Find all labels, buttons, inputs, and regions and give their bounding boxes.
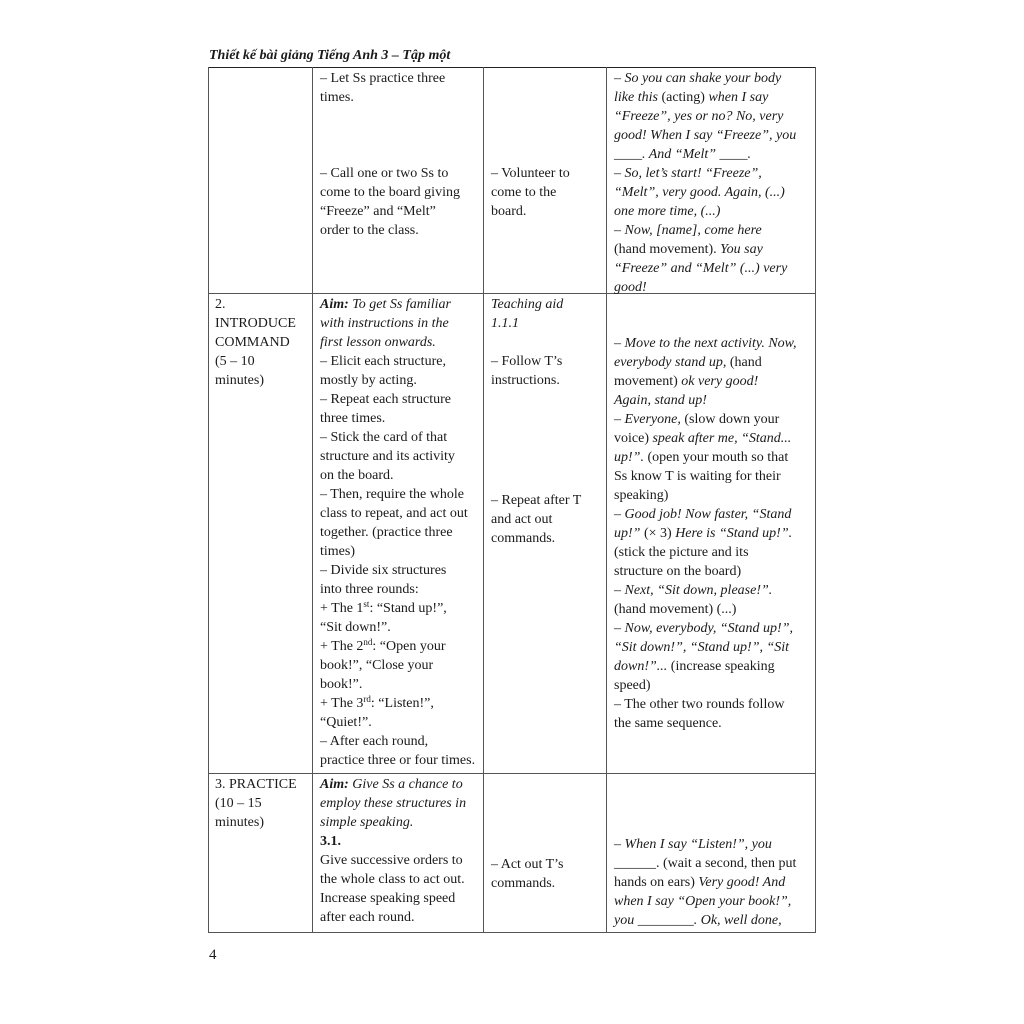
row1-procedure-cell bbox=[320, 295, 480, 770]
text-line: COMMAND bbox=[215, 335, 290, 350]
text-line: – So you can shake your body bbox=[614, 71, 782, 86]
text-line: come to the board giving bbox=[320, 185, 460, 200]
aim-label: Aim: bbox=[320, 297, 349, 312]
row1-students-cell-repeat bbox=[491, 491, 601, 548]
text-span: speak after me, “Stand... bbox=[652, 431, 792, 446]
blank-line bbox=[320, 126, 480, 145]
text-span: movement) bbox=[614, 374, 682, 389]
text-line: (hand movement) (...) bbox=[614, 602, 737, 617]
text-line: three times. bbox=[320, 411, 386, 426]
row2-students-cell bbox=[491, 855, 601, 893]
text-span: Very good! And bbox=[698, 875, 786, 890]
text-span: : “Listen!”, bbox=[370, 696, 434, 711]
text-span: You say bbox=[720, 242, 763, 257]
text-line: employ these structures in bbox=[320, 796, 467, 811]
text-line: on the board. bbox=[320, 468, 394, 483]
blank-line bbox=[491, 333, 601, 352]
text-line: together. (practice three bbox=[320, 525, 453, 540]
text-line: – Volunteer to bbox=[491, 166, 570, 181]
text-span: (hand movement). bbox=[614, 242, 721, 257]
text-line: practice three or four times. bbox=[320, 753, 476, 768]
text-line: (stick the picture and its bbox=[614, 545, 749, 560]
page-number: 4 bbox=[209, 947, 217, 963]
aim-label: Aim: bbox=[320, 777, 349, 792]
text-line: Give successive orders to bbox=[320, 853, 463, 868]
running-header: Thiết kế bài giảng Tiếng Anh 3 – Tập một bbox=[209, 48, 451, 63]
text-span: – Everyone, bbox=[614, 412, 681, 427]
text-line: minutes) bbox=[215, 815, 264, 830]
section-number: 3.1. bbox=[320, 834, 341, 849]
text-line: – Good job! Now faster, “Stand bbox=[614, 507, 792, 522]
row2-teacher-talk-cell bbox=[614, 835, 811, 930]
text-line: – Now, [name], come here bbox=[614, 223, 762, 238]
text-line: (5 – 10 bbox=[215, 354, 255, 369]
text-line: – Now, everybody, “Stand up!”, bbox=[614, 621, 794, 636]
text-span: Here is “Stand up!”. bbox=[675, 526, 793, 541]
text-span: voice) bbox=[614, 431, 653, 446]
text-line: Teaching aid bbox=[491, 297, 564, 312]
text-line: – Then, require the whole bbox=[320, 487, 464, 502]
text-line: “Freeze”, yes or no? No, very bbox=[614, 109, 784, 124]
row2-procedure-cell bbox=[320, 775, 480, 927]
text-span: ok very good! bbox=[681, 374, 759, 389]
row-divider-2 bbox=[208, 773, 816, 774]
blank-line bbox=[320, 107, 480, 126]
text-span: when I say bbox=[708, 90, 769, 105]
text-line: ____. And “Melt” ____. bbox=[614, 147, 752, 162]
blank-line bbox=[320, 145, 480, 164]
text-line: “Sit down!”, “Stand up!”, “Sit bbox=[614, 640, 790, 655]
text-line: with instructions in the bbox=[320, 316, 449, 331]
text-line: – Act out T’s bbox=[491, 857, 564, 872]
text-span: : “Stand up!”, bbox=[369, 601, 447, 616]
text-span: like this bbox=[614, 90, 658, 105]
text-line: – Next, “Sit down, please!”. bbox=[614, 583, 773, 598]
text-span: (hand bbox=[726, 355, 762, 370]
text-line: after each round. bbox=[320, 910, 415, 925]
text-line: into three rounds: bbox=[320, 582, 419, 597]
header-rule bbox=[208, 67, 816, 68]
text-span: (acting) bbox=[657, 90, 709, 105]
text-line: one more time, (...) bbox=[614, 204, 721, 219]
text-line: 1.1.1 bbox=[491, 316, 519, 331]
ordinal-suffix: nd bbox=[363, 637, 373, 647]
text-line: Increase speaking speed bbox=[320, 891, 456, 906]
text-line: speed) bbox=[614, 678, 651, 693]
text-line: structure and its activity bbox=[320, 449, 455, 464]
text-line: ______. (wait a second, then put bbox=[614, 856, 797, 871]
text-span: To get Ss familiar bbox=[348, 297, 451, 312]
row2-stage-cell bbox=[215, 775, 307, 832]
text-span: + The 3 bbox=[320, 696, 364, 711]
text-line: “Melt”, very good. Again, (...) bbox=[614, 185, 785, 200]
text-line: mostly by acting. bbox=[320, 373, 417, 388]
table-border-bottom bbox=[208, 932, 816, 933]
text-line: first lesson onwards. bbox=[320, 335, 436, 350]
text-line: order to the class. bbox=[320, 223, 419, 238]
text-span: down!”... bbox=[614, 659, 668, 674]
text-span: up!”. bbox=[614, 450, 644, 465]
text-span: (× 3) bbox=[640, 526, 676, 541]
text-line: minutes) bbox=[215, 373, 264, 388]
text-line: times) bbox=[320, 544, 355, 559]
text-line: (10 – 15 bbox=[215, 796, 262, 811]
text-span: hands on ears) bbox=[614, 875, 699, 890]
text-span: + The 2 bbox=[320, 639, 364, 654]
text-line: “Quiet!”. bbox=[320, 715, 372, 730]
ordinal-suffix: rd bbox=[363, 694, 371, 704]
text-line: good! When I say “Freeze”, you bbox=[614, 128, 797, 143]
table-border-right bbox=[815, 67, 816, 933]
row0-teacher-talk-cell bbox=[614, 69, 811, 297]
row1-stage-cell bbox=[215, 295, 307, 390]
text-line: – The other two rounds follow bbox=[614, 697, 785, 712]
text-line: – Stick the card of that bbox=[320, 430, 448, 445]
text-line: – Divide six structures bbox=[320, 563, 447, 578]
text-line: “Freeze” and “Melt” (...) very bbox=[614, 261, 788, 276]
text-line: you ________. Ok, well done, bbox=[614, 913, 782, 928]
text-line: board. bbox=[491, 204, 527, 219]
text-line: when I say “Open your book!”, bbox=[614, 894, 792, 909]
text-line: come to the bbox=[491, 185, 557, 200]
text-line: Ss know T is waiting for their bbox=[614, 469, 781, 484]
text-line: 2. bbox=[215, 297, 226, 312]
text-span: + The 1 bbox=[320, 601, 364, 616]
text-line: instructions. bbox=[491, 373, 560, 388]
text-line: the whole class to act out. bbox=[320, 872, 465, 887]
text-line: – So, let’s start! “Freeze”, bbox=[614, 166, 762, 181]
text-span: up!” bbox=[614, 526, 641, 541]
ordinal-suffix: st bbox=[363, 599, 370, 609]
text-line: – After each round, bbox=[320, 734, 429, 749]
text-span: Give Ss a chance to bbox=[348, 777, 463, 792]
text-line: times. bbox=[320, 90, 354, 105]
text-span: everybody stand up, bbox=[614, 355, 727, 370]
text-line: book!”. bbox=[320, 677, 363, 692]
text-line: commands. bbox=[491, 876, 556, 891]
text-line: “Freeze” and “Melt” bbox=[320, 204, 436, 219]
text-line: “Sit down!”. bbox=[320, 620, 391, 635]
text-span: (increase speaking bbox=[667, 659, 775, 674]
text-span: (slow down your bbox=[680, 412, 780, 427]
text-line: good! bbox=[614, 280, 647, 295]
text-line: simple speaking. bbox=[320, 815, 414, 830]
text-line: commands. bbox=[491, 531, 556, 546]
text-line: and act out bbox=[491, 512, 553, 527]
column-divider-3 bbox=[606, 67, 607, 933]
column-divider-1 bbox=[312, 67, 313, 933]
table-border-left bbox=[208, 67, 209, 933]
text-line: – Repeat after T bbox=[491, 493, 582, 508]
text-line: – Elicit each structure, bbox=[320, 354, 446, 369]
text-line: – When I say “Listen!”, you bbox=[614, 837, 772, 852]
row1-teacher-talk-cell bbox=[614, 334, 811, 733]
text-line: – Move to the next activity. Now, bbox=[614, 336, 797, 351]
text-line: book!”, “Close your bbox=[320, 658, 434, 673]
text-line: – Follow T’s bbox=[491, 354, 563, 369]
text-line: – Let Ss practice three bbox=[320, 71, 446, 86]
text-line: Again, stand up! bbox=[614, 393, 707, 408]
text-line: – Call one or two Ss to bbox=[320, 166, 449, 181]
row0-students-cell bbox=[491, 164, 601, 221]
text-span: (open your mouth so that bbox=[643, 450, 789, 465]
text-line: INTRODUCE bbox=[215, 316, 296, 331]
column-divider-2 bbox=[483, 67, 484, 933]
text-line: class to repeat, and act out bbox=[320, 506, 468, 521]
row0-procedure-cell bbox=[320, 69, 480, 240]
row1-students-cell bbox=[491, 295, 601, 390]
text-line: structure on the board) bbox=[614, 564, 742, 579]
text-line: – Repeat each structure bbox=[320, 392, 451, 407]
text-line: 3. PRACTICE bbox=[215, 777, 297, 792]
text-line: speaking) bbox=[614, 488, 669, 503]
text-span: : “Open your bbox=[372, 639, 446, 654]
text-line: the same sequence. bbox=[614, 716, 722, 731]
